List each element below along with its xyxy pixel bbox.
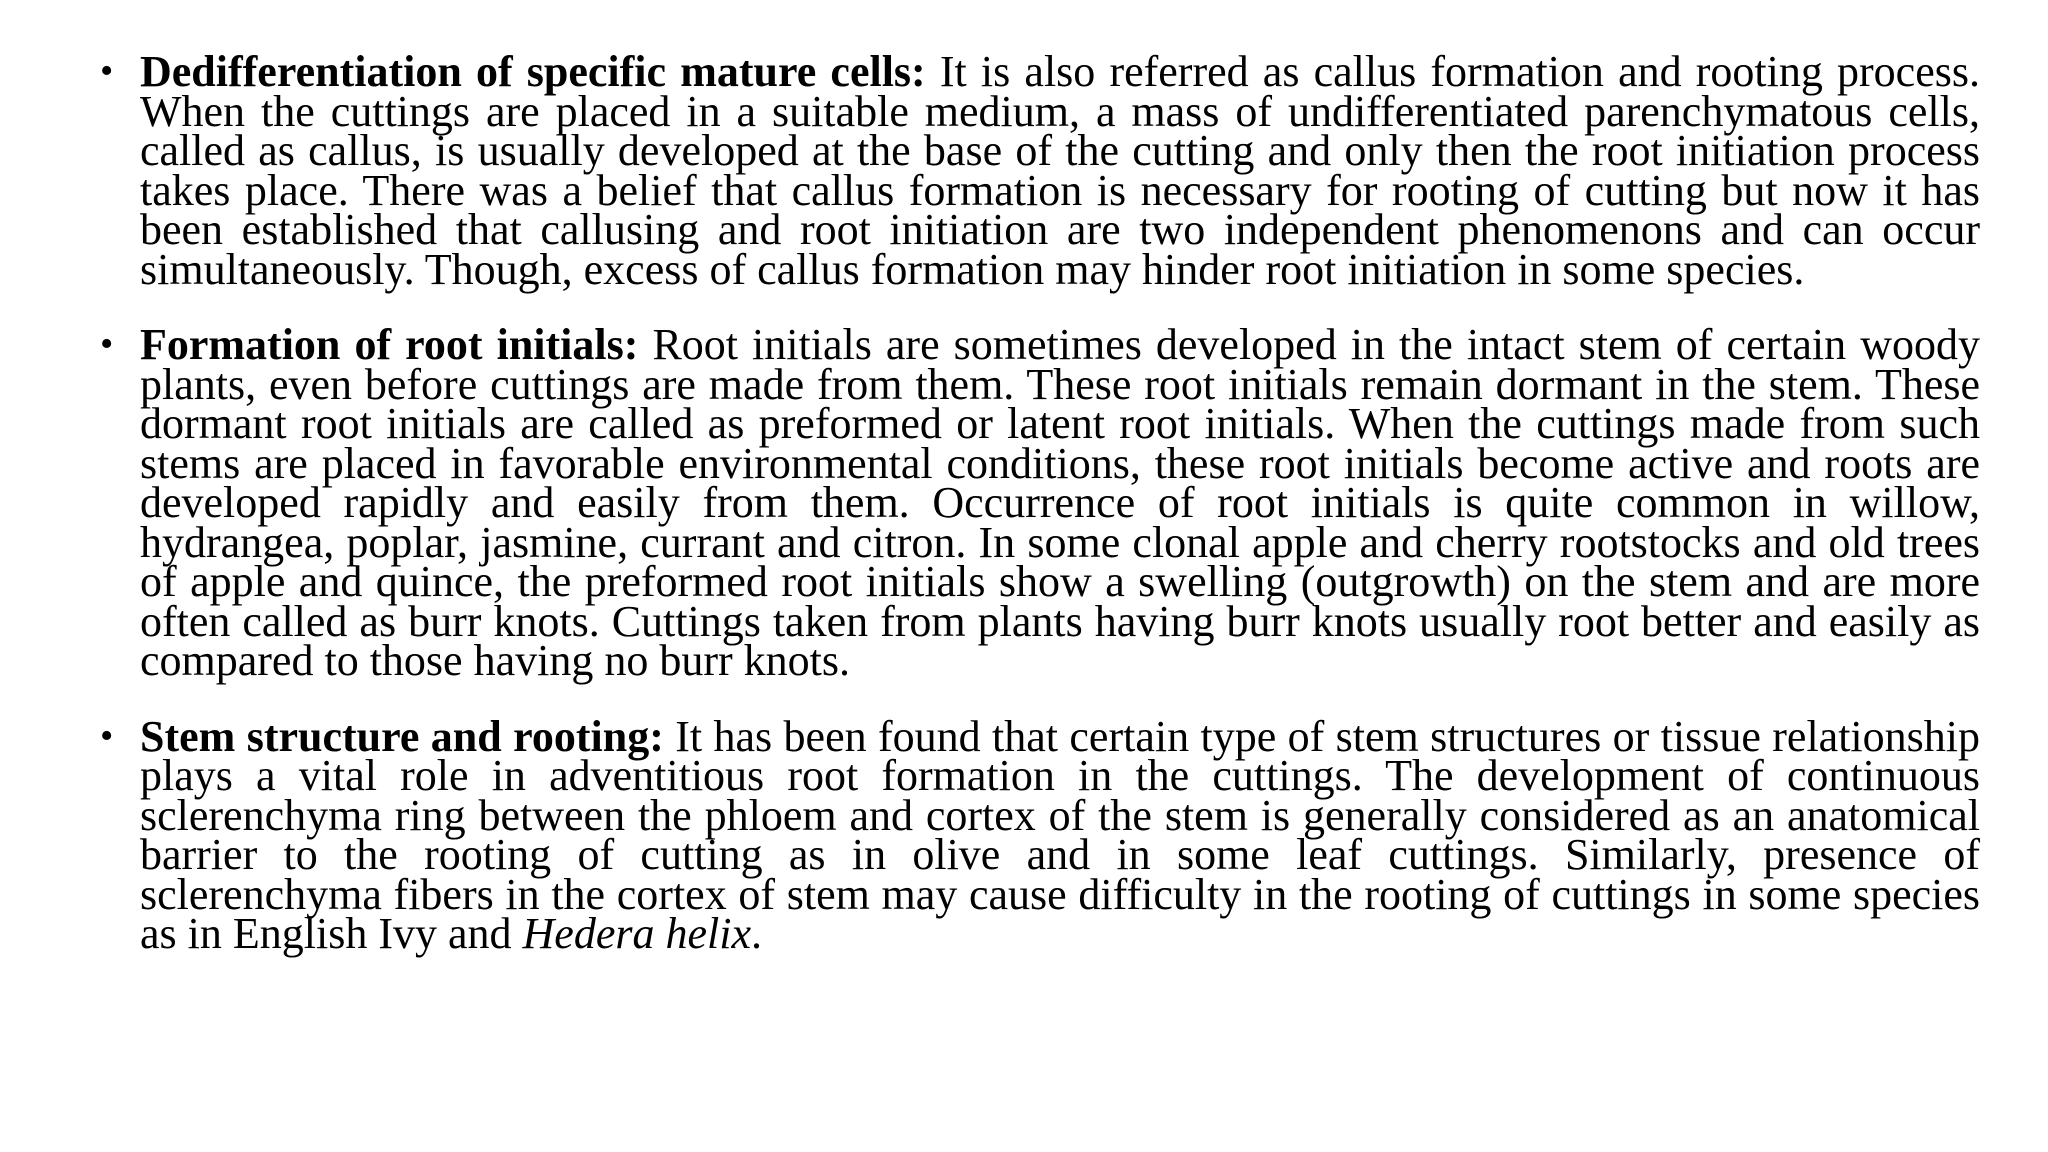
bullet-text: It has been found that certain type of stem structures or tissue relationship plays a vital role in adventitious root formation in the cuttings. The development of continuous sclerenchyma ring between the phloem and cortex of the stem is generally considered as an anatomical barrier to the rooting of cutting as in olive and in some leaf cuttings. Similarly, presence of sclerenchyma fibers in the cortex of stem may cause difficulty in the rooting of cuttings in some species as in English Ivy and <box>140 711 1980 958</box>
bullet-root-initials <box>100 320 1980 685</box>
bullet-term: Formation of root initials: <box>140 320 639 369</box>
bullet-stem-structure <box>100 711 1980 958</box>
bullet-marker: • <box>100 50 114 92</box>
bullet-marker: • <box>100 714 114 757</box>
bullet-dedifferentiation <box>100 47 1980 294</box>
bullet-text: It is also referred as callus formation and rooting process. When the cuttings are placed in a suitable medium, a mass of undifferentiated parenchymatous cells, called as callus, is usually developed at the base of the cutting and only then the root initiation process takes place. There was a belief that callus formation is necessary for rooting of cutting but now it has been established that callusing and root initiation are two independent phenomenons and can occur simultaneously. Though, excess of callus formation may hinder root initiation in some species. <box>140 47 1980 294</box>
bullet-tail: . <box>750 909 762 958</box>
bullet-text: Root initials are sometimes developed in the intact stem of certain woody plants, even before cuttings are made from them. These root initials remain dormant in the stem. These dormant root initials are called as preformed or latent root initials. When the cuttings made from such stems are placed in favorable environmental conditions, these root initials become active and roots are developed rapidly and easily from them. Occurrence of root initials is quite common in willow, hydrangea, poplar, jasmine, currant and citron. In some clonal apple and cherry rootstocks and old trees of apple and quince, the preformed root initials show a swelling (outgrowth) on the stem and are more often called as burr knots. Cuttings taken from plants having burr knots usually root better and easily as compared to those having no burr knots. <box>140 320 1980 685</box>
bullet-marker: • <box>100 323 114 365</box>
species-name: Hedera helix <box>522 909 751 958</box>
bullet-term: Dedifferentiation of specific mature cells: <box>140 47 926 96</box>
bullet-term: Stem structure and rooting: <box>140 711 664 761</box>
bullet-list <box>100 47 1980 990</box>
